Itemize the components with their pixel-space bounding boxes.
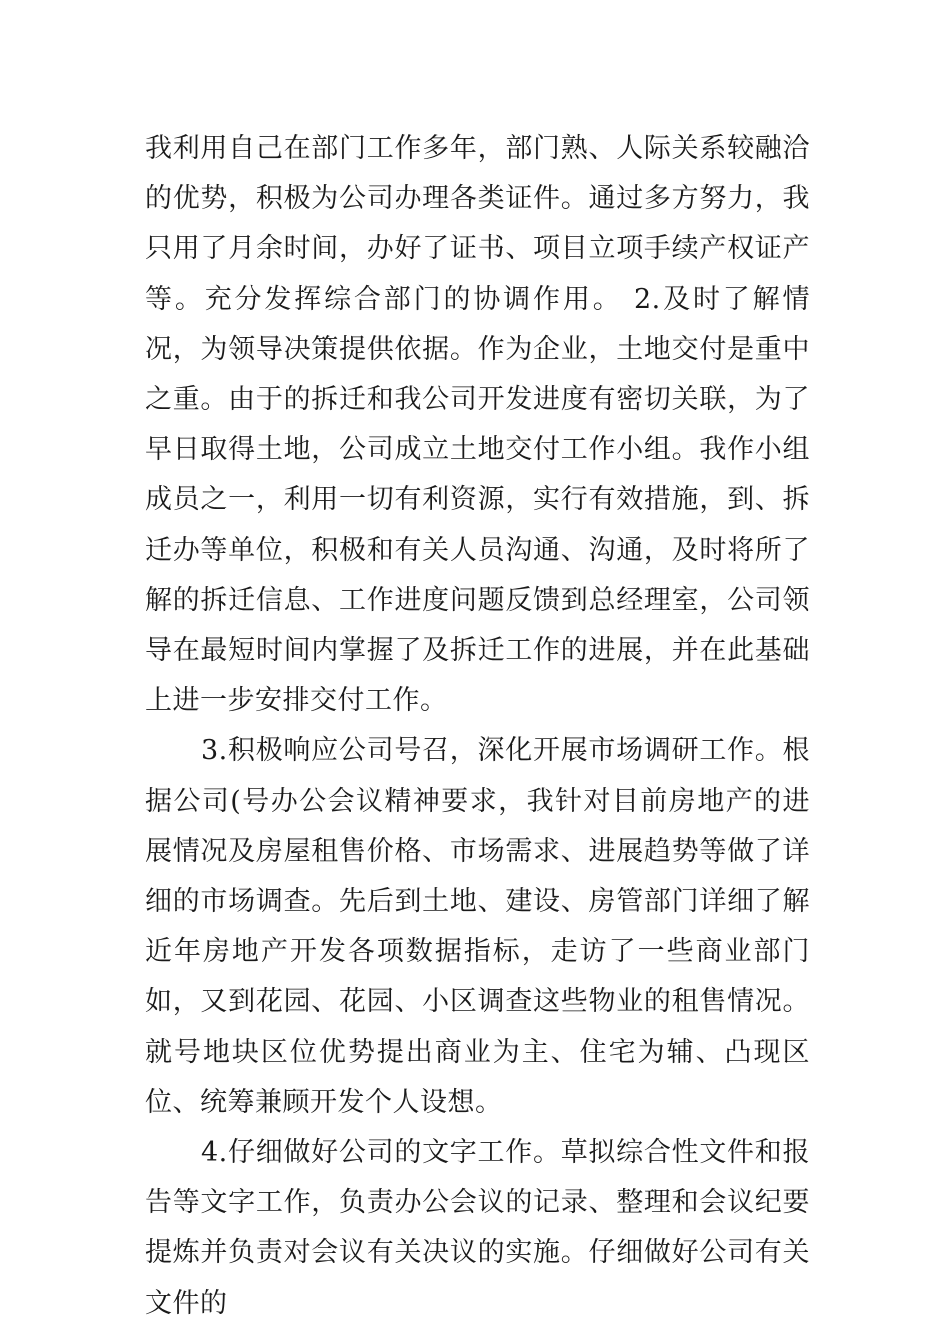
- paragraph-1: 我利用自己在部门工作多年，部门熟、人际关系较融洽的优势，积极为公司办理各类证件。通过多方努力，我只用了月余时间，办好了证书、项目立项手续产权证产等。充分发挥综合部门的协调作用。 2.及时了解情况，为领导决策提供依据。作为企业，土地交付是重中之重。由于的拆迁和我公司开发进度有密切关联，为了早日取得土地，公司成立土地交付工作小组。我作小组成员之一，利用一切有利资源，实行有效措施，到、拆迁办等单位，积极和有关人员沟通、沟通，及时将所了解的拆迁信息、工作进度问题反馈到总经理室，公司领导在最短时间内掌握了及拆迁工作的进展，并在此基础上进一步安排交付工作。: [145, 133, 810, 717]
- paragraph-2: 3.积极响应公司号召，深化开展市场调研工作。根据公司(号办公会议精神要求，我针对目前房地产的进展情况及房屋租售价格、市场需求、进展趋势等做了详细的市场调查。先后到土地、建设、房管部门详细了解近年房地产开发各项数据指标，走访了一些商业部门如，又到花园、花园、小区调查这些物业的租售情况。就号地块区位优势提出商业为主、住宅为辅、凸现区位、统筹兼顾开发个人设想。: [145, 735, 810, 1118]
- document-body: [145, 124, 810, 1329]
- paragraph-3: 4.仔细做好公司的文字工作。草拟综合性文件和报告等文字工作，负责办公会议的记录、整理和会议纪要提炼并负责对会议有关决议的实施。仔细做好公司有关文件的: [145, 1137, 810, 1319]
